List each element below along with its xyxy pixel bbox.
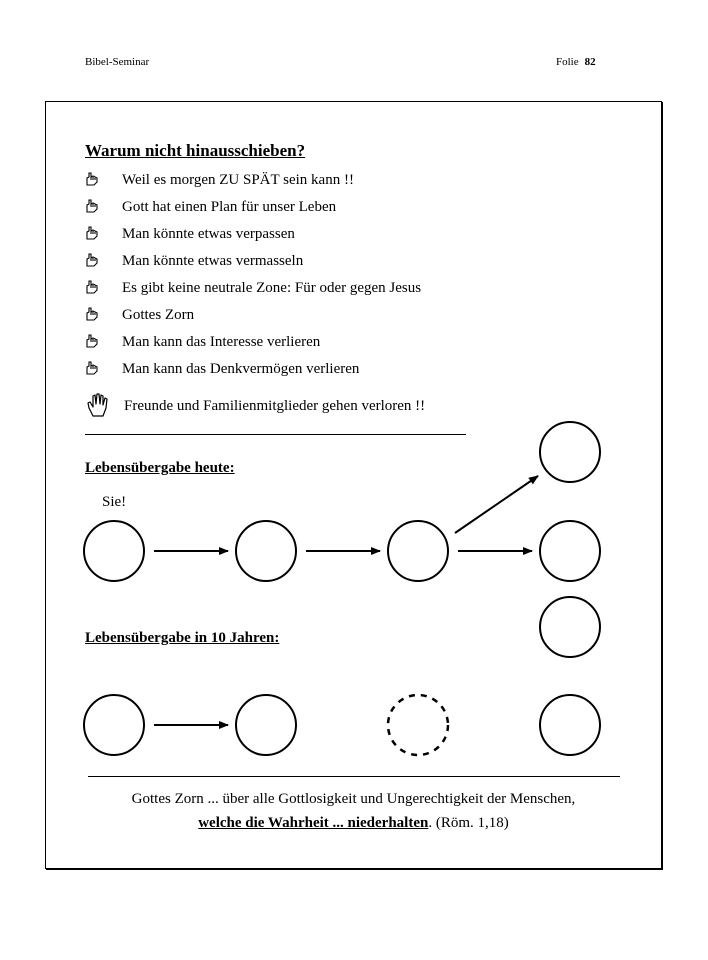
section-heading-10-years: Lebensübergabe in 10 Jahren:	[85, 630, 280, 646]
stage-circle	[540, 597, 600, 657]
stage-circle	[84, 521, 144, 581]
folie-number: 82	[584, 56, 596, 68]
stage-circle-dashed	[388, 695, 448, 755]
list-item-text: Man kann das Interesse verlieren	[122, 334, 321, 350]
list-item-text: Gott hat einen Plan für unser Leben	[122, 199, 337, 215]
divider	[88, 776, 620, 777]
you-label: Sie!	[102, 494, 127, 510]
list-item-text: Freunde und Familienmitglieder gehen verloren !!	[124, 398, 426, 414]
stage-circle	[236, 695, 296, 755]
section-heading-today: Lebensübergabe heute:	[85, 460, 235, 476]
slide-title: Warum nicht hinausschieben?	[85, 141, 306, 160]
list-item-text: Man könnte etwas vermasseln	[122, 253, 304, 269]
stage-circle	[84, 695, 144, 755]
folie-label: Folie	[556, 56, 579, 68]
quote-reference: . (Röm. 1,18)	[428, 815, 509, 831]
list-item-text: Gottes Zorn	[122, 307, 195, 323]
stage-circle	[540, 695, 600, 755]
list-item-text: Man kann das Denkvermögen verlieren	[122, 361, 360, 377]
stage-circle	[388, 521, 448, 581]
stage-circle	[540, 521, 600, 581]
quote-emphasis: welche die Wahrheit ... niederhalten	[198, 815, 429, 831]
stage-circle	[540, 422, 600, 482]
quote-line-2	[45, 815, 662, 832]
header-left: Bibel-Seminar	[85, 56, 150, 68]
list-item-text: Es gibt keine neutrale Zone: Für oder gegen Jesus	[122, 280, 422, 296]
stage-circle	[236, 521, 296, 581]
quote-line-1: Gottes Zorn ... über alle Gottlosigkeit und Ungerechtigkeit der Menschen,	[131, 791, 576, 807]
list-item-text: Man könnte etwas verpassen	[122, 226, 295, 242]
list-item-text: Weil es morgen ZU SPÄT sein kann !!	[122, 172, 354, 188]
arrow	[455, 476, 538, 533]
